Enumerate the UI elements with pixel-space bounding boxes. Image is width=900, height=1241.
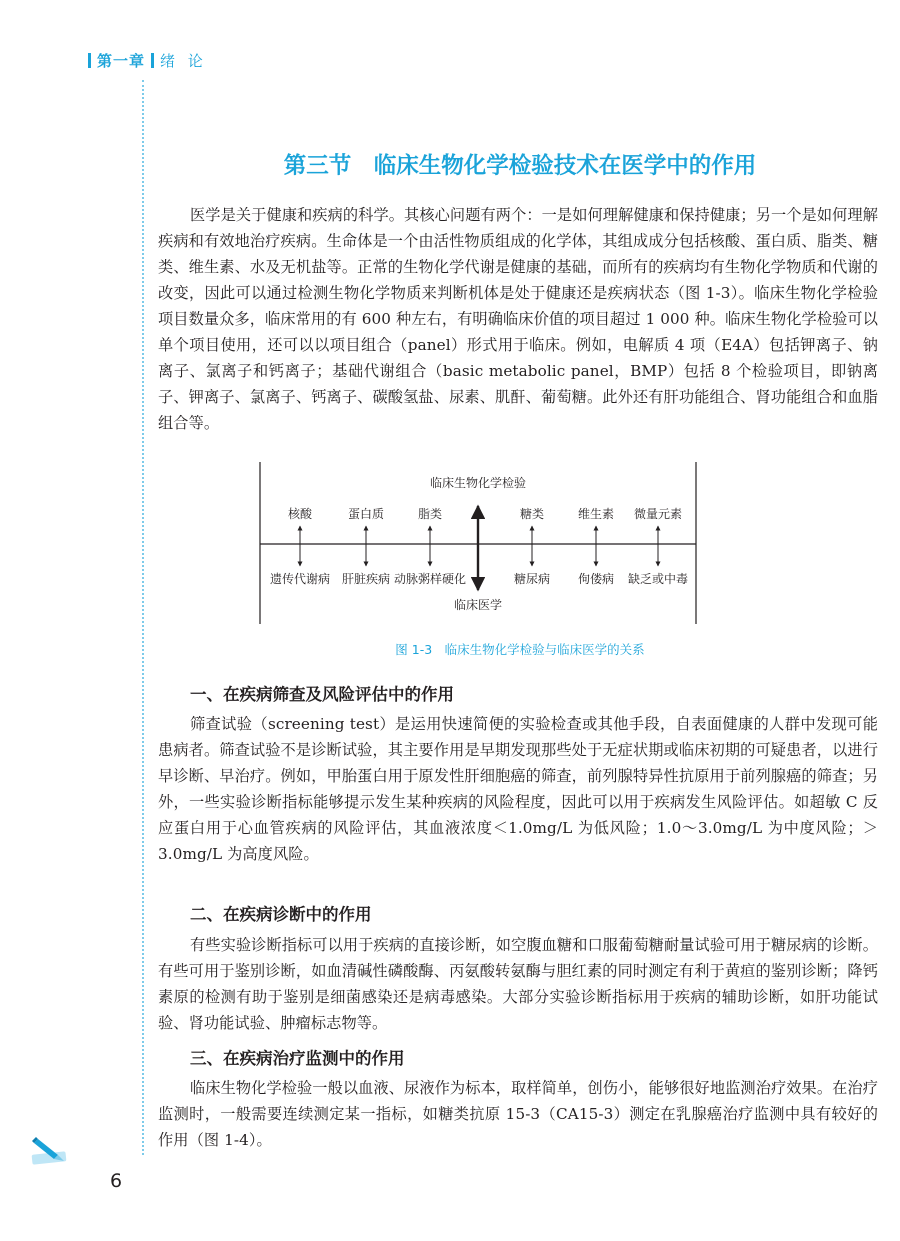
page-number: 6	[110, 1170, 123, 1192]
substance-label: 脂类	[417, 507, 443, 521]
disease-label: 缺乏或中毒	[627, 572, 689, 586]
subsection-heading-2: 二、在疾病诊断中的作用	[190, 905, 372, 924]
chapter-label: 第一章	[97, 52, 146, 70]
disease-label: 肝脏疾病	[341, 572, 391, 586]
substance-label: 蛋白质	[347, 507, 385, 521]
margin-dotted-rule	[142, 80, 144, 1155]
figure-caption: 图 1-3 临床生物化学检验与临床医学的关系	[395, 642, 645, 657]
pen-icon	[30, 1133, 78, 1171]
header-bar	[88, 53, 91, 68]
disease-label: 糖尿病	[513, 572, 551, 586]
subsection-heading-3: 三、在疾病治疗监测中的作用	[190, 1049, 405, 1068]
disease-label: 动脉粥样硬化	[393, 572, 467, 586]
section-title: 第三节 临床生物化学检验技术在医学中的作用	[283, 153, 757, 179]
substance-label: 微量元素	[633, 507, 683, 521]
subsection-heading-1: 一、在疾病筛查及风险评估中的作用	[190, 685, 454, 704]
intro-paragraph: 医学是关于健康和疾病的科学。其核心问题有两个：一是如何理解健康和保持健康；另一个是如何理解疾病和有效地治疗疾病。生命体是一个由活性物质组成的化学体，其组成成分包括核酸、蛋白质、脂类、糖类、维生素、水及无机盐等。正常的生物化学代谢是健康的基础，而所有的疾病均有生物化学物质和代谢的改变，因此可以通过检测生物化学物质来判断机体是处于健康还是疾病状态（图 1-3）。临床生物化学检验项目数量众多，临床常用的有 600 种左右，有明确临床价值的项目超过 1 000 种。临床生物化学检验可以单个项目使用，还可以以项目组合（panel）形式用于临床。例如，电解质 4 项（E4A）包括钾离子、钠离子、氯离子和钙离子；基础代谢组合（basic metabolic panel，BMP）包括 8 个检验项目，即钠离子、钾离子、氯离子、钙离子、碳酸氢盐、尿素、肌酐、葡萄糖。此外还有肝功能组合、肾功能组合和血脂组合等。	[158, 206, 878, 432]
running-header	[88, 50, 207, 71]
disease-label: 遗传代谢病	[269, 572, 331, 586]
figure-1-3	[258, 462, 698, 634]
subsection-text-3: 临床生物化学检验一般以血液、尿液作为标本，取样简单，创伤小，能够很好地监测治疗效果。在治疗监测时，一般需要连续测定某一指标，如糖类抗原 15-3（CA15-3）测定在乳腺癌治疗监测中具有较好的作用（图 1-4）。	[158, 1079, 878, 1149]
subsection-text-2: 有些实验诊断指标可以用于疾病的直接诊断，如空腹血糖和口服葡萄糖耐量试验可用于糖尿病的诊断。有些可用于鉴别诊断，如血清碱性磷酸酶、丙氨酸转氨酶与胆红素的同时测定有利于黄疸的鉴别诊断；降钙素原的检测有助于鉴别是细菌感染还是病毒感染。大部分实验诊断指标用于疾病的辅助诊断，如肝功能试验、肾功能试验、肿瘤标志物等。	[158, 936, 878, 1032]
relationship-diagram	[258, 462, 698, 630]
subsection-text-1: 筛查试验（screening test）是运用快速简便的实验检查或其他手段，自表面健康的人群中发现可能患病者。筛查试验不是诊断试验，其主要作用是早期发现那些处于无症状期或临床初期的可疑患者，以进行早诊断、早治疗。例如，甲胎蛋白用于原发性肝细胞癌的筛查，前列腺特异性抗原用于前列腺癌的筛查；另外，一些实验诊断指标能够提示发生某种疾病的风险程度，因此可以用于疾病发生风险评估。如超敏 C 反应蛋白用于心血管疾病的风险评估，其血液浓度＜1.0mg/L 为低风险；1.0～3.0mg/L 为中度风险；＞3.0mg/L 为高度风险。	[158, 715, 878, 863]
header-bar	[151, 53, 154, 68]
substance-label: 维生素	[577, 507, 615, 521]
bottom-label: 临床医学	[453, 598, 503, 612]
disease-label: 佝偻病	[577, 572, 615, 586]
top-label: 临床生物化学检验	[429, 476, 527, 490]
substance-label: 糖类	[519, 507, 545, 521]
substance-label: 核酸	[287, 507, 313, 521]
chapter-topic: 绪 论	[160, 52, 207, 70]
